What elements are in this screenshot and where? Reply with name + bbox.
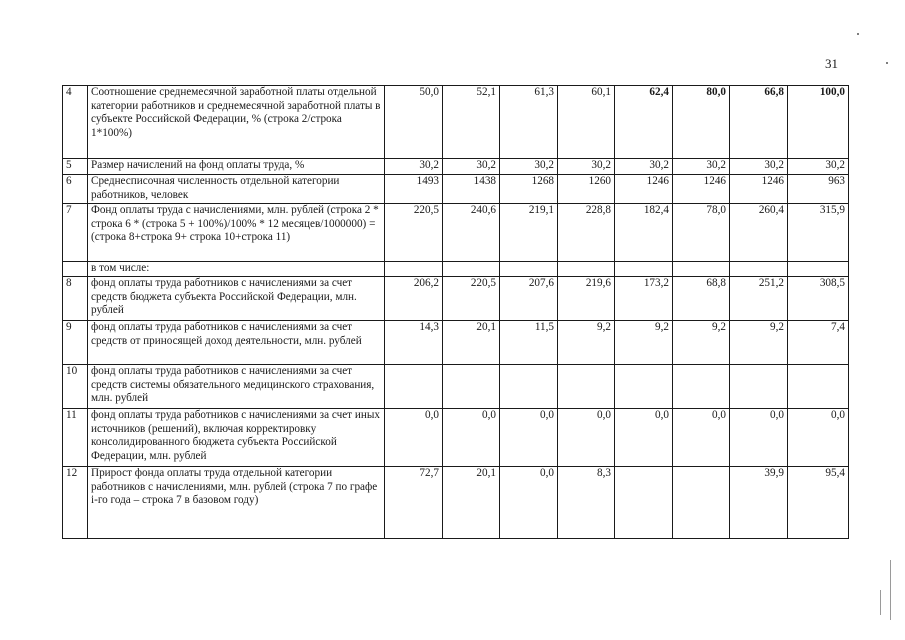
row-number-cell: 10 xyxy=(63,365,88,409)
value-cell: 260,4 xyxy=(730,204,788,262)
row-description-cell: в том числе: xyxy=(88,262,385,277)
row-number-cell: 8 xyxy=(63,277,88,321)
row-description-cell: фонд оплаты труда работников с начислениями за счет средств бюджета субъекта Российской Федерации, млн. рублей xyxy=(88,277,385,321)
value-cell: 206,2 xyxy=(385,277,443,321)
value-cell: 0,0 xyxy=(615,409,673,467)
value-cell xyxy=(385,365,443,409)
value-cell xyxy=(673,467,730,539)
value-cell xyxy=(730,262,788,277)
value-cell: 1246 xyxy=(615,175,673,204)
value-cell: 80,0 xyxy=(673,86,730,159)
row-description-cell: Прирост фонда оплаты труда отдельной категории работников с начислениями, млн. рублей (строка 7 по графе i-го года – строка 7 в базовом году) xyxy=(88,467,385,539)
value-cell: 60,1 xyxy=(558,86,615,159)
value-cell: 30,2 xyxy=(500,159,558,175)
table-row xyxy=(63,409,849,467)
value-cell: 0,0 xyxy=(730,409,788,467)
value-cell: 0,0 xyxy=(673,409,730,467)
value-cell: 30,2 xyxy=(443,159,500,175)
value-cell: 39,9 xyxy=(730,467,788,539)
row-number-cell: 4 xyxy=(63,86,88,159)
value-cell: 52,1 xyxy=(443,86,500,159)
value-cell: 1493 xyxy=(385,175,443,204)
value-cell: 30,2 xyxy=(788,159,849,175)
row-number-cell: 7 xyxy=(63,204,88,262)
scan-speck xyxy=(886,62,888,64)
value-cell: 0,0 xyxy=(500,467,558,539)
row-number-cell: 6 xyxy=(63,175,88,204)
value-cell xyxy=(673,262,730,277)
value-cell: 0,0 xyxy=(385,409,443,467)
table-row xyxy=(63,277,849,321)
value-cell: 20,1 xyxy=(443,467,500,539)
value-cell: 9,2 xyxy=(673,321,730,365)
value-cell xyxy=(443,365,500,409)
value-cell: 30,2 xyxy=(385,159,443,175)
value-cell: 1268 xyxy=(500,175,558,204)
row-description-cell: Соотношение среднемесячной заработной платы отдельной категории работников и среднемесячной заработной платы в субъекте Российской Федерации, % (строка 2/строка 1*100%) xyxy=(88,86,385,159)
value-cell: 8,3 xyxy=(558,467,615,539)
value-cell: 95,4 xyxy=(788,467,849,539)
value-cell xyxy=(615,467,673,539)
value-cell: 251,2 xyxy=(730,277,788,321)
value-cell: 0,0 xyxy=(558,409,615,467)
row-description-cell: фонд оплаты труда работников с начислениями за счет средств от приносящей доход деятельности, млн. рублей xyxy=(88,321,385,365)
value-cell xyxy=(788,365,849,409)
value-cell: 14,3 xyxy=(385,321,443,365)
value-cell: 240,6 xyxy=(443,204,500,262)
value-cell: 30,2 xyxy=(558,159,615,175)
row-description-cell: Фонд оплаты труда с начислениями, млн. рублей (строка 2 * строка 6 * (строка 5 + 100%)/100% * 12 месяцев/1000000) = (строка 8+строка 9+ строка 10+строка 11) xyxy=(88,204,385,262)
value-cell: 9,2 xyxy=(730,321,788,365)
value-cell: 219,6 xyxy=(558,277,615,321)
value-cell: 72,7 xyxy=(385,467,443,539)
value-cell: 30,2 xyxy=(730,159,788,175)
value-cell: 62,4 xyxy=(615,86,673,159)
value-cell: 68,8 xyxy=(673,277,730,321)
value-cell xyxy=(558,262,615,277)
table-row xyxy=(63,321,849,365)
value-cell xyxy=(500,262,558,277)
scan-edge-mark xyxy=(890,560,891,620)
value-cell: 0,0 xyxy=(788,409,849,467)
value-cell: 66,8 xyxy=(730,86,788,159)
value-cell: 100,0 xyxy=(788,86,849,159)
row-description-cell: Размер начислений на фонд оплаты труда, % xyxy=(88,159,385,175)
row-number-cell: 5 xyxy=(63,159,88,175)
value-cell: 50,0 xyxy=(385,86,443,159)
scan-edge-mark xyxy=(880,590,881,615)
table-row xyxy=(63,204,849,262)
page-number: 31 xyxy=(825,56,838,71)
value-cell xyxy=(673,365,730,409)
value-cell: 9,2 xyxy=(615,321,673,365)
value-cell xyxy=(385,262,443,277)
value-cell xyxy=(615,365,673,409)
value-cell: 308,5 xyxy=(788,277,849,321)
value-cell: 1246 xyxy=(730,175,788,204)
value-cell: 9,2 xyxy=(558,321,615,365)
value-cell: 963 xyxy=(788,175,849,204)
scan-speck xyxy=(857,33,859,35)
value-cell: 173,2 xyxy=(615,277,673,321)
table-row xyxy=(63,86,849,159)
value-cell: 0,0 xyxy=(443,409,500,467)
table-row xyxy=(63,467,849,539)
value-cell: 220,5 xyxy=(385,204,443,262)
value-cell xyxy=(615,262,673,277)
value-cell: 11,5 xyxy=(500,321,558,365)
value-cell: 1246 xyxy=(673,175,730,204)
value-cell: 228,8 xyxy=(558,204,615,262)
value-cell xyxy=(730,365,788,409)
value-cell: 220,5 xyxy=(443,277,500,321)
value-cell: 219,1 xyxy=(500,204,558,262)
value-cell: 0,0 xyxy=(500,409,558,467)
table-body xyxy=(63,86,849,539)
row-number-cell: 12 xyxy=(63,467,88,539)
value-cell xyxy=(500,365,558,409)
value-cell xyxy=(788,262,849,277)
row-number-cell xyxy=(63,262,88,277)
value-cell xyxy=(558,365,615,409)
row-description-cell: фонд оплаты труда работников с начислениями за счет средств системы обязательного медицинского страхования, млн. рублей xyxy=(88,365,385,409)
value-cell: 1438 xyxy=(443,175,500,204)
row-description-cell: фонд оплаты труда работников с начислениями за счет иных источников (решений), включая корректировку консолидированного бюджета субъекта Российской Федерации, млн. рублей xyxy=(88,409,385,467)
table-row xyxy=(63,175,849,204)
value-cell: 30,2 xyxy=(673,159,730,175)
value-cell: 78,0 xyxy=(673,204,730,262)
indicator-table xyxy=(62,85,849,539)
value-cell: 1260 xyxy=(558,175,615,204)
value-cell xyxy=(443,262,500,277)
value-cell: 207,6 xyxy=(500,277,558,321)
table-row xyxy=(63,365,849,409)
value-cell: 182,4 xyxy=(615,204,673,262)
row-number-cell: 11 xyxy=(63,409,88,467)
value-cell: 315,9 xyxy=(788,204,849,262)
value-cell: 61,3 xyxy=(500,86,558,159)
table-row xyxy=(63,159,849,175)
row-description-cell: Среднесписочная численность отдельной категории работников, человек xyxy=(88,175,385,204)
row-number-cell: 9 xyxy=(63,321,88,365)
table-row xyxy=(63,262,849,277)
value-cell: 7,4 xyxy=(788,321,849,365)
value-cell: 20,1 xyxy=(443,321,500,365)
value-cell: 30,2 xyxy=(615,159,673,175)
